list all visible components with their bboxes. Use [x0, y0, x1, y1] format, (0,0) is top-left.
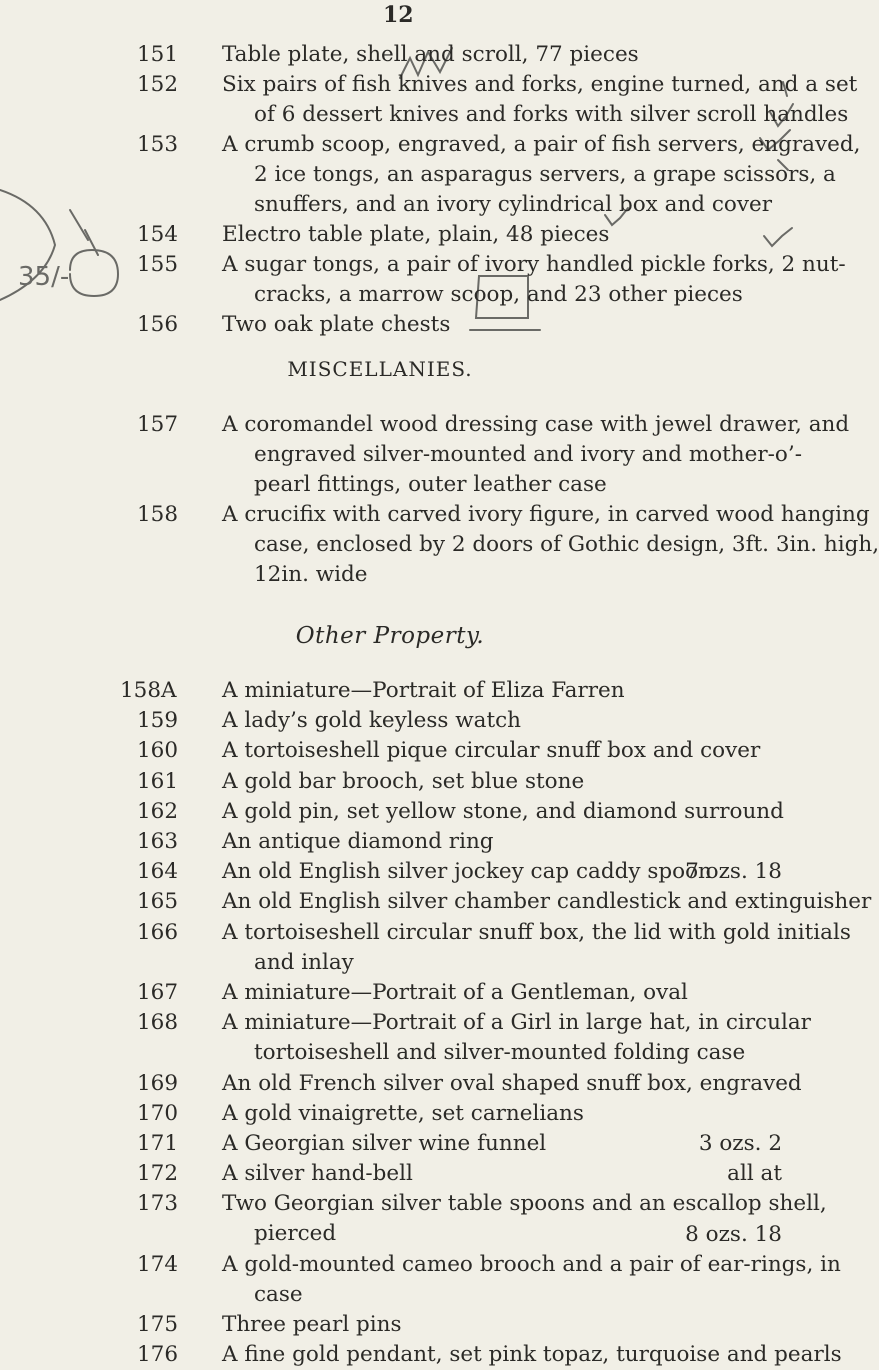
lot-number: 153 [137, 132, 179, 157]
lot-number: 166 [137, 919, 179, 945]
lot-description: An antique diamond ring [222, 829, 494, 854]
lot-156-circle [70, 250, 118, 296]
lot-description: A lady’s gold keyless watch [222, 708, 521, 734]
lot-number: 168 [137, 1010, 179, 1036]
lot-weight: 3 ozs. 2 [698, 1131, 782, 1156]
lot-number: 173 [137, 1191, 179, 1217]
lot-description: A silver hand-bell all at [222, 1159, 782, 1189]
lot-description: Six pairs of fish knives and forks, engine turned, and a set of 6 dessert knives and forks with silver scroll handles [222, 72, 858, 127]
lot-number: 161 [137, 768, 179, 794]
lot-description: A tortoiseshell pique circular snuff box and cover [222, 738, 761, 764]
lot-description: A miniature—Portrait of a Gentleman, oval [222, 980, 688, 1005]
lot-number: 157 [137, 412, 179, 437]
lot-number: 155 [137, 252, 179, 277]
lot-weight: all at [727, 1161, 782, 1187]
lot-number: 158 [137, 502, 179, 527]
lot-number: 176 [137, 1342, 179, 1368]
lot-description: A tortoiseshell circular snuff box, the lid with gold initials and inlay [222, 919, 851, 975]
lot-description: A coromandel wood dressing case with jewel drawer, and engraved silver-mounted and ivory and mother-o’- pearl fittings, outer leather case [222, 412, 850, 497]
lot-number: 160 [137, 738, 179, 764]
lot-number: 165 [137, 889, 179, 915]
lot-description: An old English silver chamber candlestick and extinguisher [222, 889, 872, 915]
lot-number: 170 [137, 1100, 179, 1126]
lot-description: A gold-mounted cameo brooch and a pair of ear-rings, in case [222, 1251, 841, 1307]
margin-slash-2 [85, 230, 98, 255]
lot-number: 175 [137, 1312, 179, 1338]
lot-number: 158A [120, 678, 177, 703]
lot-number: 151 [137, 42, 179, 67]
lot-weight: 8 ozs. 18 [685, 1221, 782, 1247]
lot-description: Two oak plate chests [222, 312, 451, 337]
lot-description: A gold vinaigrette, set carnelians [222, 1100, 584, 1126]
lot-number: 159 [137, 708, 179, 734]
lot-description: A crumb scoop, engraved, a pair of fish servers, engraved, 2 ice tongs, an asparagus servers, a grape scissors, a snuffers, and an ivory cylindrical box and cover [222, 132, 861, 217]
lot-number: 163 [137, 829, 179, 854]
lot-description: A miniature—Portrait of a Girl in large hat, in circular tortoiseshell and silver-mounted folding case [222, 1010, 811, 1066]
lot-number: 174 [137, 1251, 179, 1277]
page-number: 12 [383, 2, 414, 28]
lot-description: A Georgian silver wine funnel 3 ozs. 2 [222, 1129, 782, 1159]
lot-number: 162 [137, 798, 179, 824]
lot-description: An old French silver oval shaped snuff box, engraved [222, 1070, 802, 1096]
lot-description: A fine gold pendant, set pink topaz, turquoise and pearls [222, 1342, 842, 1368]
lot-description: A miniature—Portrait of Eliza Farren [222, 678, 625, 703]
lot-number: 164 [137, 859, 179, 885]
lot-number: 154 [137, 222, 179, 247]
section-heading-miscellanies: MISCELLANIES. [287, 357, 473, 381]
margin-brace [0, 190, 55, 300]
section-heading-other-property: Other Property. [295, 623, 485, 649]
lot-description: A crucifix with carved ivory figure, in carved wood hanging case, enclosed by 2 doors of Gothic design, 3ft. 3in. high, 12in. wide [222, 502, 879, 587]
lot-number: 152 [137, 72, 179, 97]
lot-number: 156 [137, 312, 179, 337]
lot-number: 169 [137, 1070, 179, 1096]
lot-description: Electro table plate, plain, 48 pieces [222, 222, 610, 247]
lot-description: Two Georgian silver table spoons and an escallop shell, pierced 8 ozs. 18 [222, 1189, 782, 1249]
lot-description: Three pearl pins [222, 1312, 402, 1338]
lot-number: 172 [137, 1161, 179, 1187]
margin-note: 35/- [18, 262, 70, 292]
margin-slash-1 [70, 210, 88, 240]
lot-description: An old English silver jockey cap caddy spoon 7 ozs. 18 [222, 857, 782, 887]
lot-weight: 7 ozs. 18 [685, 859, 782, 885]
lot-description: A gold bar brooch, set blue stone [222, 768, 585, 794]
lot-description: A gold pin, set yellow stone, and diamond surround [222, 798, 784, 824]
lot-number: 171 [137, 1131, 179, 1156]
lot-description: Table plate, shell and scroll, 77 pieces [222, 42, 639, 67]
lot-description: A sugar tongs, a pair of ivory handled pickle forks, 2 nut- cracks, a marrow scoop, and 23 other pieces [222, 252, 846, 307]
lot-number: 167 [137, 980, 179, 1005]
